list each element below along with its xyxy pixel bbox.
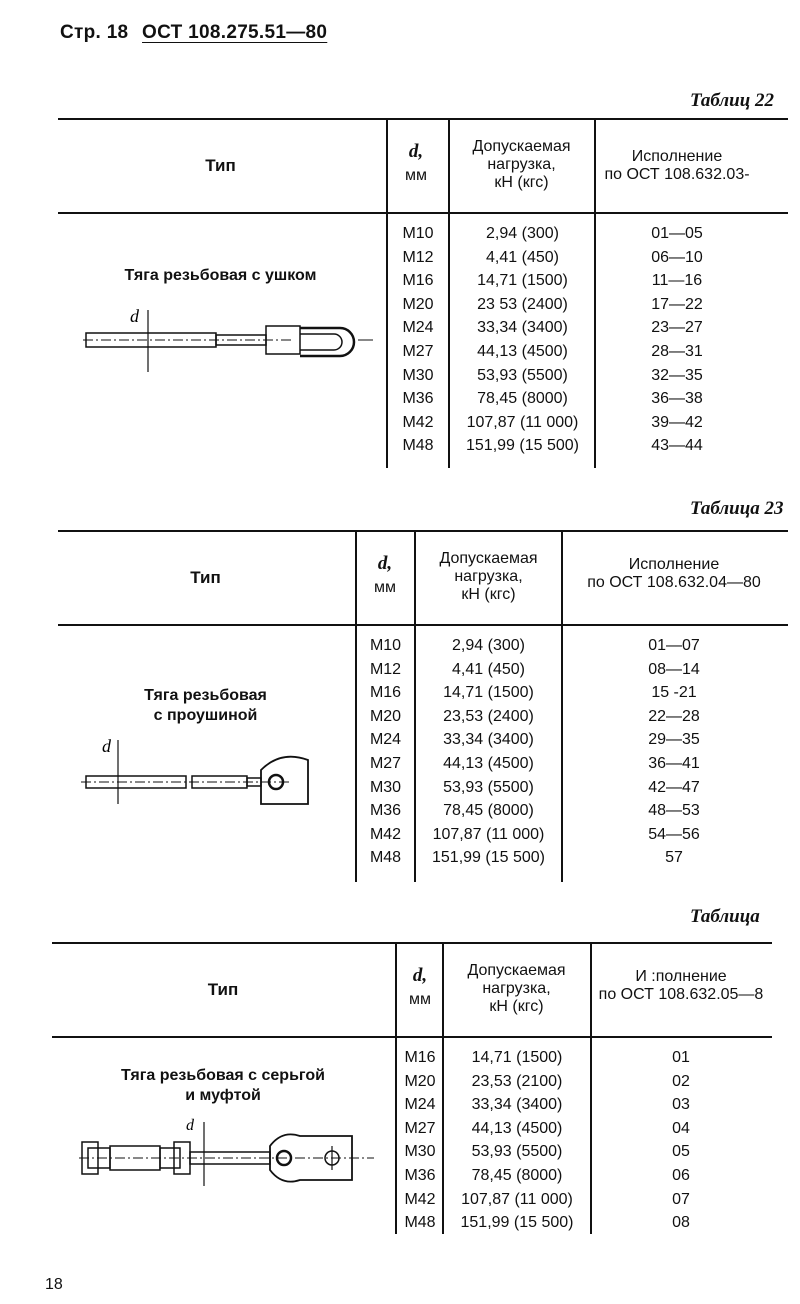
table-cell: М24	[402, 319, 434, 337]
table-cell: 107,87 (11 000)	[466, 413, 579, 431]
table-cell: М20	[404, 1072, 436, 1090]
header-d-unit: мм	[405, 167, 427, 184]
table-header-row	[52, 944, 772, 1038]
page-header	[60, 22, 327, 44]
header-d	[356, 552, 414, 600]
table-cell: 23,53 (2400)	[443, 707, 534, 725]
header-exec-line1: Исполнение	[631, 148, 723, 165]
table-cell: 54—56	[648, 825, 700, 843]
header-load-line2: нагрузка,	[482, 980, 551, 997]
table-cell: М30	[369, 778, 402, 796]
table-header-row	[58, 532, 788, 626]
type-name-line2: и муфтой	[185, 1087, 261, 1104]
column-divider	[355, 532, 357, 624]
table-cell: М12	[402, 248, 434, 266]
table-cell: 44,13 (4500)	[477, 342, 568, 360]
table-cell: 33,34 (3400)	[477, 319, 568, 337]
dimension-label: d	[186, 1117, 194, 1134]
table-cell: 78,45 (8000)	[471, 1166, 563, 1184]
table-cell: 02	[672, 1072, 690, 1090]
type-name	[52, 1066, 394, 1106]
header-d-symbol: d,	[412, 965, 428, 986]
table-cell: 08	[672, 1214, 690, 1232]
header-type: Тип	[207, 980, 239, 999]
table-cell: 14,71 (1500)	[477, 272, 568, 290]
table-cell: 42—47	[648, 778, 700, 796]
table-cell: 53,93 (5500)	[477, 366, 568, 384]
table-cell: М16	[404, 1049, 436, 1066]
table-cell: 01—05	[651, 225, 703, 242]
table-body	[52, 1038, 772, 1238]
table-cell: 53,93 (5500)	[443, 778, 534, 796]
column-divider	[561, 532, 563, 624]
table-cell: 107,87 (11 000)	[461, 1190, 573, 1208]
header-d	[397, 964, 443, 1012]
table-cell: 14,71 (1500)	[471, 1049, 563, 1066]
page-number: 18	[45, 1276, 63, 1293]
table-cell: 04	[672, 1119, 690, 1137]
table-cell: 01—07	[648, 637, 700, 654]
table-cell: М42	[402, 413, 434, 431]
rod-with-lug-drawing	[76, 730, 346, 810]
table-cell: М48	[404, 1214, 436, 1232]
header-load-line2: нагрузка,	[454, 568, 523, 585]
table-24	[52, 942, 772, 1244]
table-cell: М36	[402, 390, 434, 408]
table-cell: 36—38	[651, 390, 703, 408]
header-exec-line2: по ОСТ 108.632.04—80	[587, 574, 761, 591]
table-cell: 11—16	[651, 272, 703, 290]
header-exec-line2: по ОСТ 108.632.03-	[604, 166, 750, 183]
table-cell: М24	[369, 731, 402, 749]
table-cell: 29—35	[648, 731, 700, 749]
table-cell: М12	[369, 660, 402, 678]
table-cell: М10	[402, 225, 434, 242]
table-23	[58, 530, 788, 882]
column-divider	[442, 944, 444, 1036]
header-load	[449, 138, 594, 192]
header-d-unit: мм	[409, 991, 431, 1008]
header-load-line3: кН (кгс)	[494, 174, 549, 191]
table-caption: Таблица 23	[690, 498, 784, 519]
table-cell: М27	[404, 1119, 436, 1137]
header-load	[444, 962, 589, 1016]
header-exec-line1: И :полнение	[635, 968, 727, 985]
table-cell: М27	[402, 342, 434, 360]
table-cell: М10	[369, 637, 402, 654]
table-cell: 28—31	[651, 342, 703, 360]
table-cell: 14,71 (1500)	[443, 684, 534, 702]
page-label: Стр. 18	[60, 22, 129, 43]
header-d-symbol: d,	[408, 141, 424, 162]
table-cell: 53,93 (5500)	[471, 1143, 563, 1161]
table-cell: 23,53 (2100)	[471, 1072, 563, 1090]
type-name-line1: Тяга резьбовая с ушком	[124, 267, 317, 284]
dimension-label: d	[102, 736, 111, 756]
table-cell: 44,13 (4500)	[471, 1119, 563, 1137]
type-name-line2: с проушиной	[153, 707, 258, 724]
header-execution	[592, 968, 770, 1004]
type-name-line1: Тяга резьбовая с серьгой	[121, 1067, 325, 1084]
table-cell: 4,41 (450)	[486, 248, 559, 266]
table-cell: 78,45 (8000)	[477, 390, 568, 408]
table-cell: 32—35	[651, 366, 703, 384]
standard-number: ОСТ 108.275.51—80	[142, 22, 328, 43]
table-cell: 23 53 (2400)	[477, 295, 568, 313]
table-cell: 39—42	[651, 413, 703, 431]
table-cell: М36	[369, 802, 402, 820]
table-cell: 43—44	[651, 437, 703, 455]
header-exec-line2: по ОСТ 108.632.05—8	[598, 986, 764, 1003]
type-name	[58, 686, 353, 726]
header-load-line2: нагрузка,	[487, 156, 556, 173]
table-cell: 03	[672, 1096, 690, 1114]
column-divider	[448, 120, 450, 212]
table-cell: 151,99 (15 500)	[460, 1214, 574, 1232]
rod-with-eye-drawing	[78, 302, 378, 382]
header-load-line1: Допускаемая	[439, 550, 538, 567]
header-d-unit: мм	[374, 579, 396, 596]
table-cell: М20	[369, 707, 402, 725]
column-divider	[386, 120, 388, 212]
table-cell: М36	[404, 1166, 436, 1184]
table-cell: 2,94 (300)	[486, 225, 559, 242]
header-load-line3: кН (кгс)	[489, 998, 544, 1015]
table-cell: 33,34 (3400)	[443, 731, 534, 749]
load-column	[450, 222, 595, 458]
table-cell: 23—27	[651, 319, 703, 337]
table-cell: 151,99 (15 500)	[466, 437, 579, 455]
load-column	[416, 634, 561, 870]
d-column	[357, 634, 414, 870]
column-divider	[414, 532, 416, 624]
table-cell: М16	[369, 684, 402, 702]
d-column	[397, 1046, 443, 1235]
table-cell: 05	[672, 1143, 690, 1161]
table-cell: 57	[665, 849, 683, 867]
header-type: Тип	[190, 568, 221, 587]
table-cell: 15 -21	[651, 684, 697, 702]
table-cell: М27	[369, 754, 402, 772]
header-d	[385, 140, 447, 188]
header-execution	[563, 556, 785, 592]
table-cell: М20	[402, 295, 434, 313]
table-cell: М30	[404, 1143, 436, 1161]
header-execution	[596, 148, 758, 184]
table-cell: 4,41 (450)	[452, 660, 525, 678]
table-cell: М16	[402, 272, 434, 290]
table-cell: 48—53	[648, 802, 700, 820]
table-cell: М48	[402, 437, 434, 455]
header-exec-line1: Исполнение	[628, 556, 720, 573]
table-cell: М42	[369, 825, 402, 843]
table-cell: 01	[672, 1049, 690, 1066]
table-caption: Таблица	[690, 906, 760, 927]
table-header-row	[58, 120, 788, 214]
execution-column	[563, 634, 785, 870]
table-cell: 2,94 (300)	[452, 637, 525, 654]
column-divider	[594, 120, 596, 212]
header-load	[416, 550, 561, 604]
table-cell: М24	[404, 1096, 436, 1114]
table-body	[58, 626, 788, 884]
table-caption: Таблиц 22	[690, 90, 775, 111]
type-name-line1: Тяга резьбовая	[144, 687, 267, 704]
table-cell: 151,99 (15 500)	[432, 849, 545, 867]
column-divider	[395, 944, 397, 1036]
header-load-line1: Допускаемая	[467, 962, 566, 979]
header-d-symbol: d,	[377, 553, 393, 574]
table-cell: 07	[672, 1190, 690, 1208]
table-22	[58, 118, 788, 472]
execution-column	[592, 1046, 770, 1235]
header-type: Тип	[205, 156, 236, 175]
table-cell: 08—14	[648, 660, 700, 678]
dimension-label: d	[130, 306, 139, 326]
type-name	[58, 266, 383, 286]
table-cell: М48	[369, 849, 402, 867]
table-cell: 22—28	[648, 707, 700, 725]
column-divider	[590, 944, 592, 1036]
rod-with-shackle-and-coupling-drawing	[74, 1116, 394, 1196]
table-cell: 06	[672, 1166, 690, 1184]
header-load-line1: Допускаемая	[472, 138, 571, 155]
table-body	[58, 214, 788, 472]
load-column	[444, 1046, 590, 1235]
d-column	[388, 222, 448, 458]
table-cell: 78,45 (8000)	[443, 802, 534, 820]
table-cell: М42	[404, 1190, 436, 1208]
table-cell: 107,87 (11 000)	[432, 825, 545, 843]
table-cell: М30	[402, 366, 434, 384]
execution-column	[596, 222, 758, 458]
table-cell: 33,34 (3400)	[471, 1096, 563, 1114]
table-cell: 17—22	[651, 295, 703, 313]
table-cell: 06—10	[651, 248, 703, 266]
header-load-line3: кН (кгс)	[461, 586, 516, 603]
table-cell: 44,13 (4500)	[443, 754, 534, 772]
table-cell: 36—41	[648, 754, 700, 772]
